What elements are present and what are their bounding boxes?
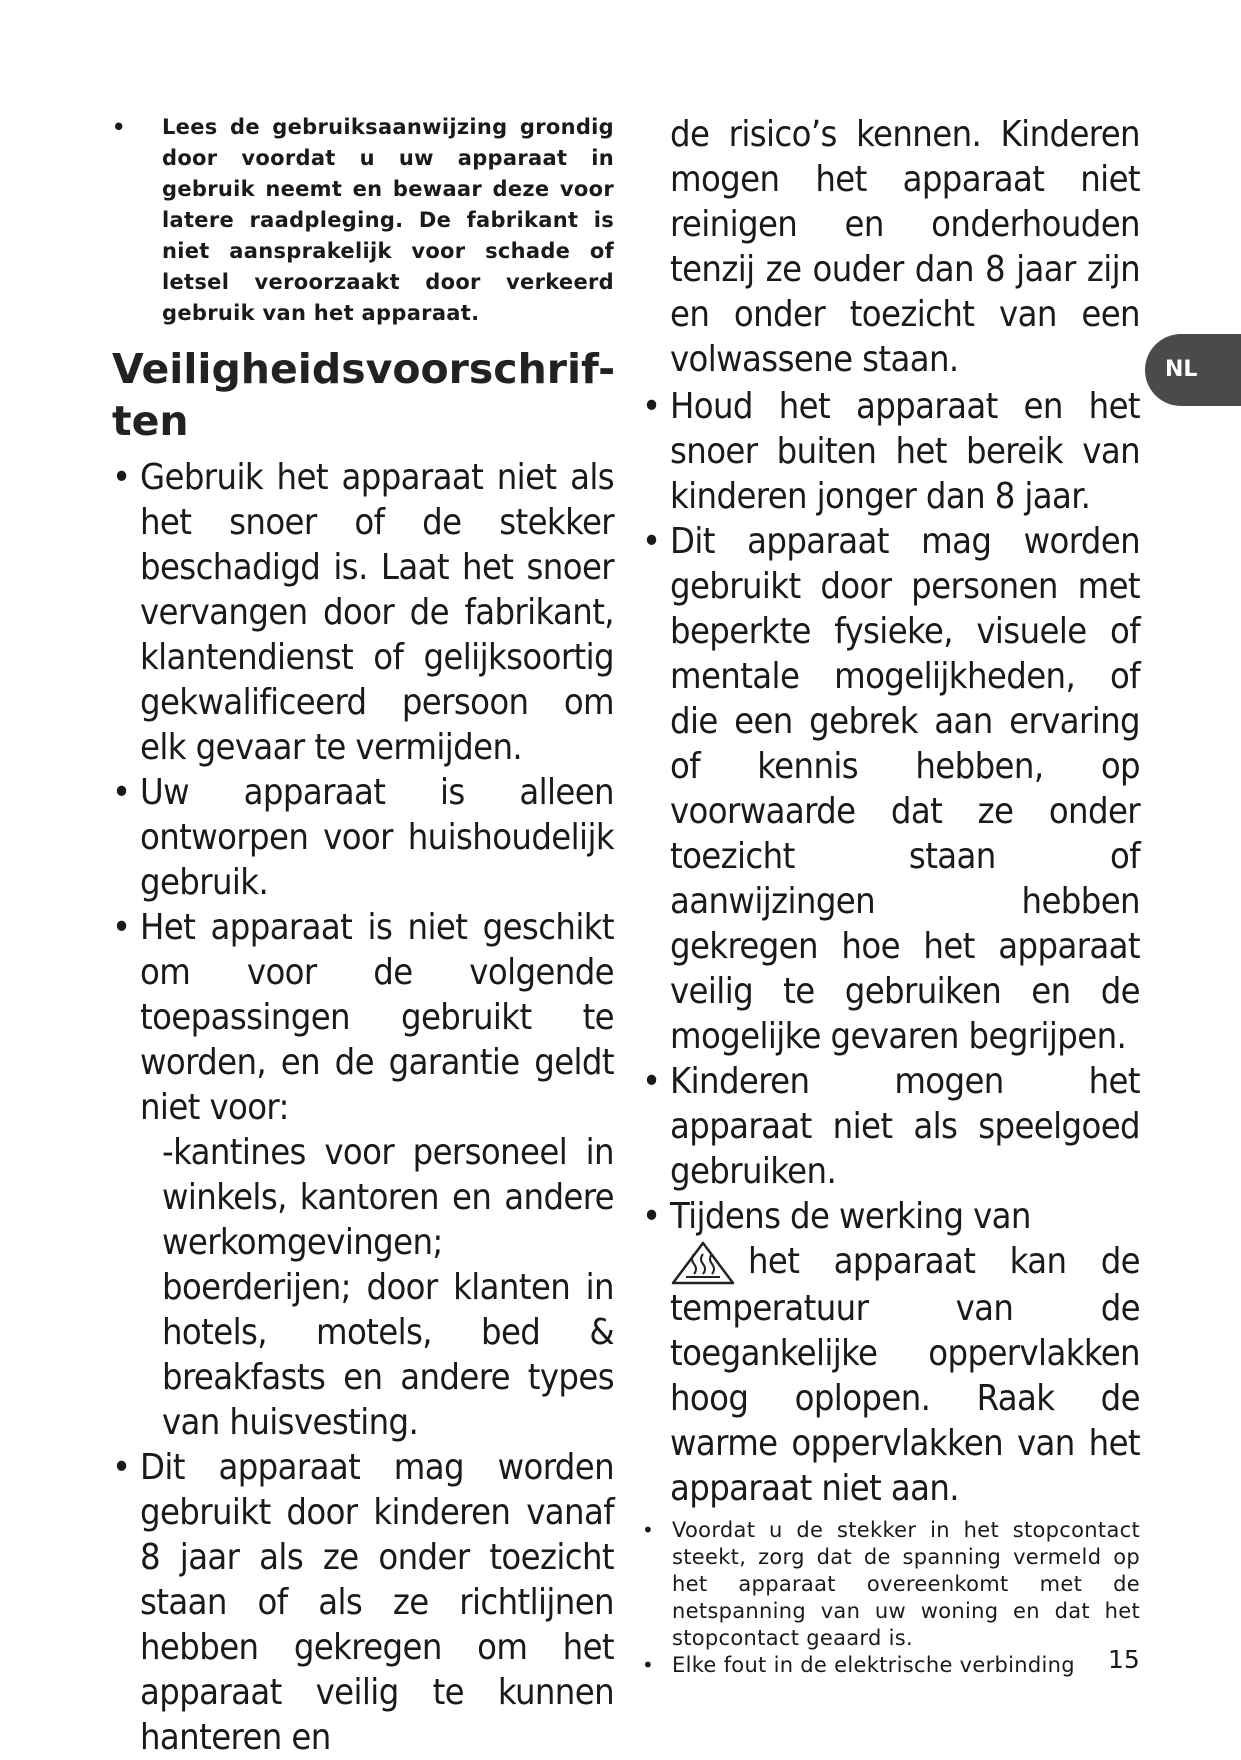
safety-bullet-limited-capabilities-text: Dit apparaat mag worden gebruikt door personen met beperkte fysieke, visuele of mentale mogelijkheden, of die een gebrek aan ervaring of kennis hebben, op voorwaarde dat ze onder toezicht staan of aanwijzingen hebben gekregen hoe het apparaat veilig te gebruiken en de mogelijke gevaren begrijpen. (670, 521, 1140, 1057)
hot-surface-warning-icon (670, 1240, 736, 1286)
section-heading (112, 343, 614, 447)
page-number: 15 (1108, 1645, 1140, 1674)
heading-line-2: ten (112, 397, 189, 445)
safety-bullet-hot-surfaces (642, 1194, 1140, 1511)
bullet-dot: • (642, 1196, 661, 1237)
small-bullet-voltage (642, 1517, 1140, 1652)
bullet-dot: • (642, 1653, 655, 1677)
children-continuation (642, 112, 1140, 382)
left-column (112, 112, 614, 1760)
bullet-dot: • (112, 115, 126, 139)
safety-bullet-not-suitable-text: Het apparaat is niet geschikt om voor de volgende toepassingen gebruikt te worden, en de garantie geldt niet voor: (140, 907, 614, 1128)
safety-bullet-household-text: Uw apparaat is alleen ontworpen voor huishoudelijk gebruik. (140, 772, 614, 903)
bullet-dot: • (112, 907, 131, 948)
intro-text: Lees de gebruiksaanwijzing grondig door voordat u uw apparaat in gebruik neemt en bewaar deze voor latere raadpleging. De fabrikant is niet aansprakelijk voor schade of letsel veroorzaakt door verkeerd gebruik van het apparaat. (162, 115, 614, 325)
small-bullet-electrical (642, 1652, 1140, 1679)
not-suitable-sublist-text: -kantines voor personeel in winkels, kantoren en andere werkomgevingen; boerderijen; door klanten in hotels, motels, bed & breakfasts en andere types van huisvesting. (162, 1132, 614, 1443)
safety-bullet-no-toy (642, 1059, 1140, 1194)
safety-bullet-cord-reach (642, 384, 1140, 519)
bullet-dot: • (642, 521, 661, 562)
bullet-dot: • (642, 386, 661, 427)
bullet-dot: • (642, 1061, 661, 1102)
hot-surfaces-text-part1: Tijdens de werking van (670, 1196, 1031, 1237)
intro-bullet (112, 112, 614, 329)
safety-bullet-cord-text: Gebruik het apparaat niet als het snoer of de stekker beschadigd is. Laat het snoer vervangen door de fabrikant, klantendienst of gelijksoortig gekwalificeerd persoon om elk gevaar te vermijden. (140, 457, 614, 768)
safety-bullet-children (112, 1445, 614, 1760)
safety-bullet-limited-capabilities (642, 519, 1140, 1059)
heading-line-1: Veiligheidsvoorschrif- (112, 345, 616, 393)
hot-surfaces-text-part2: het apparaat kan de temperatuur van de toegankelijke oppervlakken hoog oplopen. Raak de warme oppervlakken van het apparaat niet aan. (670, 1241, 1140, 1509)
safety-bullet-no-toy-text: Kinderen mogen het apparaat niet als speelgoed gebruiken. (670, 1061, 1140, 1192)
safety-bullet-children-text: Dit apparaat mag worden gebruikt door kinderen vanaf 8 jaar als ze onder toezicht staan of als ze richtlijnen hebben gekregen om het apparaat veilig te kunnen hanteren en (140, 1447, 614, 1758)
small-bullet-voltage-text: Voordat u de stekker in het stopcontact steekt, zorg dat de spanning vermeld op het apparaat overeenkomt met de netspanning van uw woning en dat het stopcontact geaard is. (672, 1518, 1140, 1650)
not-suitable-sublist (112, 1130, 614, 1445)
children-continuation-text: de risico’s kennen. Kinderen mogen het apparaat niet reinigen en onderhouden tenzij ze ouder dan 8 jaar zijn en onder toezicht van een volwassene staan. (670, 114, 1140, 380)
safety-bullet-cord (112, 455, 614, 770)
safety-bullet-cord-reach-text: Houd het apparaat en het snoer buiten het bereik van kinderen jonger dan 8 jaar. (670, 386, 1140, 517)
right-column (642, 112, 1140, 1679)
safety-bullet-not-suitable (112, 905, 614, 1130)
language-tab-nl: NL (1145, 334, 1241, 406)
bullet-dot: • (112, 1447, 131, 1488)
bullet-dot: • (112, 772, 131, 813)
small-bullet-electrical-text: Elke fout in de elektrische verbinding (672, 1653, 1075, 1677)
safety-bullet-household (112, 770, 614, 905)
bullet-dot: • (642, 1518, 655, 1542)
bullet-dot: • (112, 457, 131, 498)
